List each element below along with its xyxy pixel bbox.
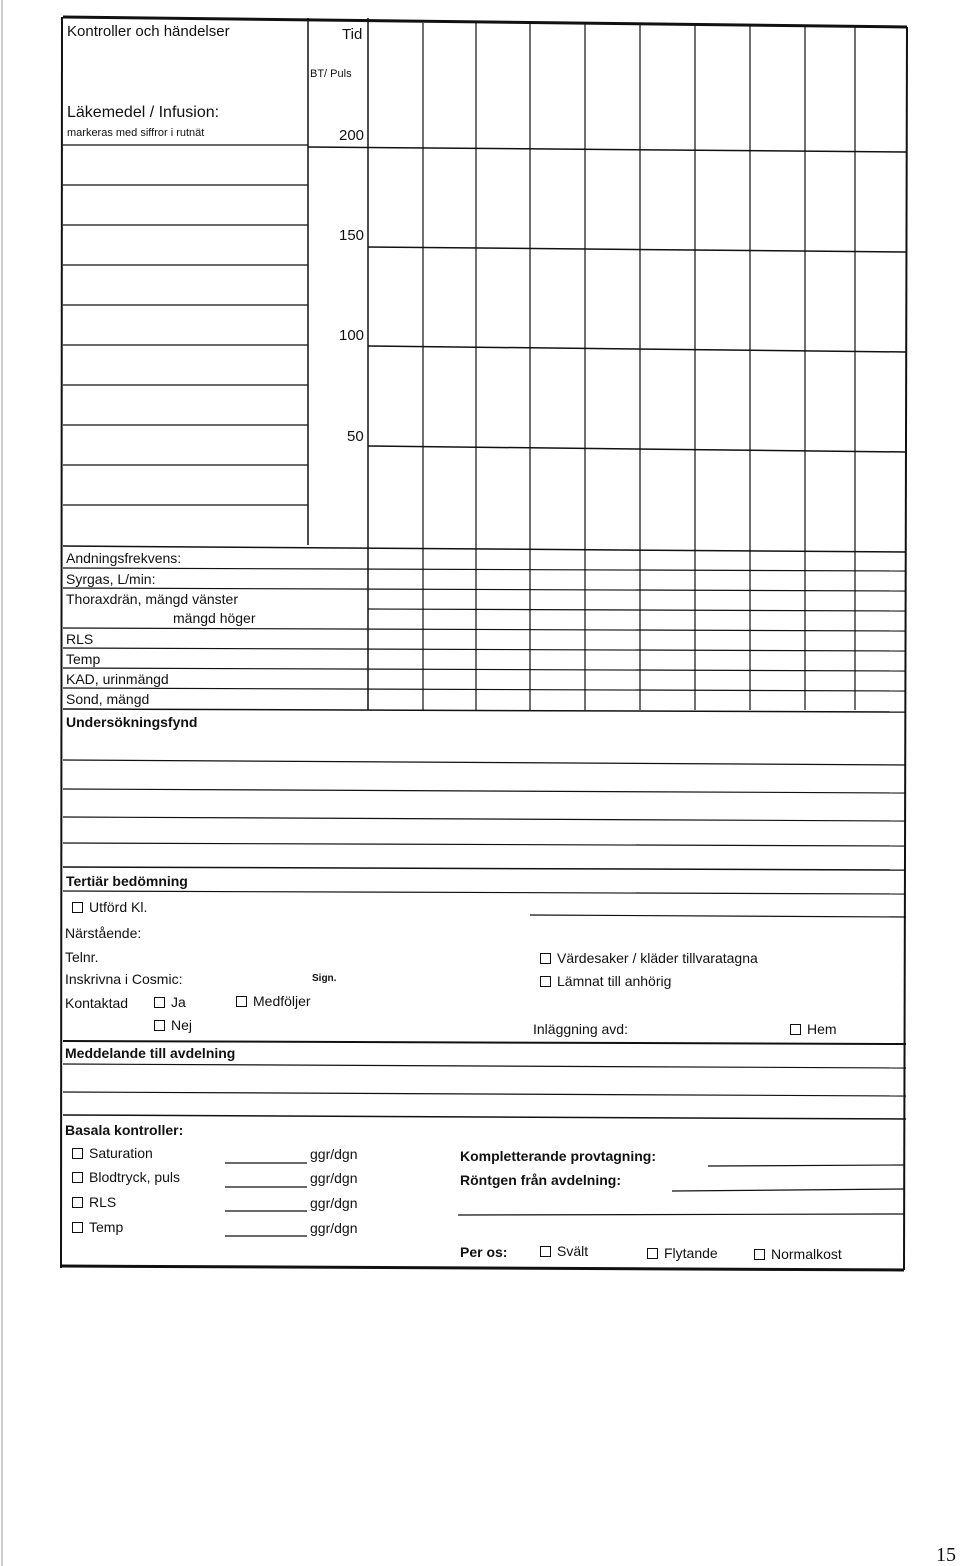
- admission-label: Inläggning avd:: [533, 1021, 628, 1037]
- normal-diet-label: Normalkost: [771, 1246, 842, 1262]
- rls-checkbox[interactable]: [72, 1194, 116, 1210]
- checkbox-icon: [154, 1020, 165, 1031]
- vitals-row-label: Sond, mängd: [66, 691, 150, 707]
- checkbox-icon: [72, 1148, 83, 1159]
- controls-title: Kontroller och händelser: [67, 23, 230, 40]
- checkbox-icon: [154, 997, 165, 1008]
- unit-label: ggr/dgn: [310, 1146, 358, 1162]
- accompanies-checkbox[interactable]: [236, 993, 311, 1009]
- message-label: Meddelande till avdelning: [65, 1045, 236, 1061]
- fasting-checkbox[interactable]: [540, 1243, 588, 1259]
- vitals-row-label: Thoraxdrän, mängd vänster: [66, 591, 238, 607]
- time-label: Tid: [342, 26, 363, 43]
- unit-label: ggr/dgn: [310, 1220, 358, 1236]
- xray-label: Röntgen från avdelning:: [460, 1172, 621, 1188]
- tertiary-title: Tertiär bedömning: [66, 873, 188, 889]
- no-label: Nej: [171, 1017, 193, 1033]
- checkbox-icon: [72, 1222, 83, 1233]
- scale-150: 150: [339, 227, 365, 244]
- valuables-label: Värdesaker / kläder tillvaratagna: [557, 950, 758, 966]
- fasting-label: Svält: [557, 1243, 589, 1259]
- vitals-row-label: RLS: [66, 631, 94, 647]
- yes-label: Ja: [171, 994, 186, 1010]
- scale-100: 100: [339, 327, 365, 344]
- saturation-checkbox[interactable]: [72, 1145, 153, 1161]
- basic-item-label: Blodtryck, puls: [89, 1169, 181, 1185]
- checkbox-icon: [647, 1248, 658, 1259]
- liquid-checkbox[interactable]: [647, 1245, 718, 1261]
- checkbox-icon: [790, 1024, 801, 1035]
- basic-item-label: Temp: [89, 1219, 124, 1235]
- findings-label: Undersökningsfynd: [66, 714, 198, 730]
- liquid-label: Flytande: [664, 1245, 718, 1261]
- left-with-checkbox[interactable]: [540, 973, 671, 989]
- checkbox-icon: [72, 1197, 83, 1208]
- checkbox-icon: [540, 953, 551, 964]
- phone-label: Telnr.: [65, 949, 99, 965]
- temp-checkbox[interactable]: [72, 1219, 123, 1235]
- vitals-row-label: Andningsfrekvens:: [66, 550, 182, 566]
- page-number: 15: [936, 1544, 956, 1566]
- per-os-label: Per os:: [460, 1244, 508, 1260]
- sign-label: Sign.: [312, 973, 337, 984]
- checkbox-icon: [72, 902, 83, 913]
- home-label: Hem: [807, 1021, 837, 1037]
- home-checkbox[interactable]: [790, 1021, 837, 1037]
- supplementary-label: Kompletterande provtagning:: [460, 1148, 657, 1164]
- blood-pressure-checkbox[interactable]: [72, 1169, 180, 1185]
- basic-item-label: Saturation: [89, 1145, 153, 1161]
- vitals-row-label: Temp: [66, 651, 101, 667]
- performed-label: Utförd Kl.: [89, 899, 148, 915]
- unit-label: ggr/dgn: [310, 1195, 358, 1211]
- medication-label: Läkemedel / Infusion:: [67, 104, 220, 121]
- scale-200: 200: [339, 127, 365, 144]
- medication-note: markeras med siffror i rutnät: [67, 127, 205, 139]
- checkbox-icon: [754, 1249, 765, 1260]
- vitals-row-label: mängd höger: [173, 610, 256, 626]
- checkbox-icon: [540, 1246, 551, 1257]
- contacted-yes-checkbox[interactable]: [154, 994, 186, 1010]
- accompanies-label: Medföljer: [253, 993, 311, 1009]
- vitals-row-label: Syrgas, L/min:: [66, 571, 156, 587]
- checkbox-icon: [236, 996, 247, 1007]
- relatives-label: Närstående:: [65, 925, 142, 941]
- checkbox-icon: [540, 976, 551, 987]
- valuables-checkbox[interactable]: [540, 950, 758, 966]
- vitals-row-label: KAD, urinmängd: [66, 671, 169, 687]
- contacted-label: Kontaktad: [65, 995, 129, 1011]
- checkbox-icon: [72, 1172, 83, 1183]
- basic-item-label: RLS: [89, 1194, 117, 1210]
- scale-50: 50: [347, 428, 364, 445]
- contacted-no-checkbox[interactable]: [154, 1017, 192, 1033]
- registered-label: Inskrivna i Cosmic:: [65, 971, 183, 987]
- left-with-label: Lämnat till anhörig: [557, 973, 672, 989]
- bp-pulse-label: BT/ Puls: [310, 68, 352, 80]
- basic-title: Basala kontroller:: [65, 1122, 184, 1138]
- normal-diet-checkbox[interactable]: [754, 1246, 842, 1262]
- unit-label: ggr/dgn: [310, 1170, 358, 1186]
- performed-checkbox[interactable]: [72, 899, 147, 915]
